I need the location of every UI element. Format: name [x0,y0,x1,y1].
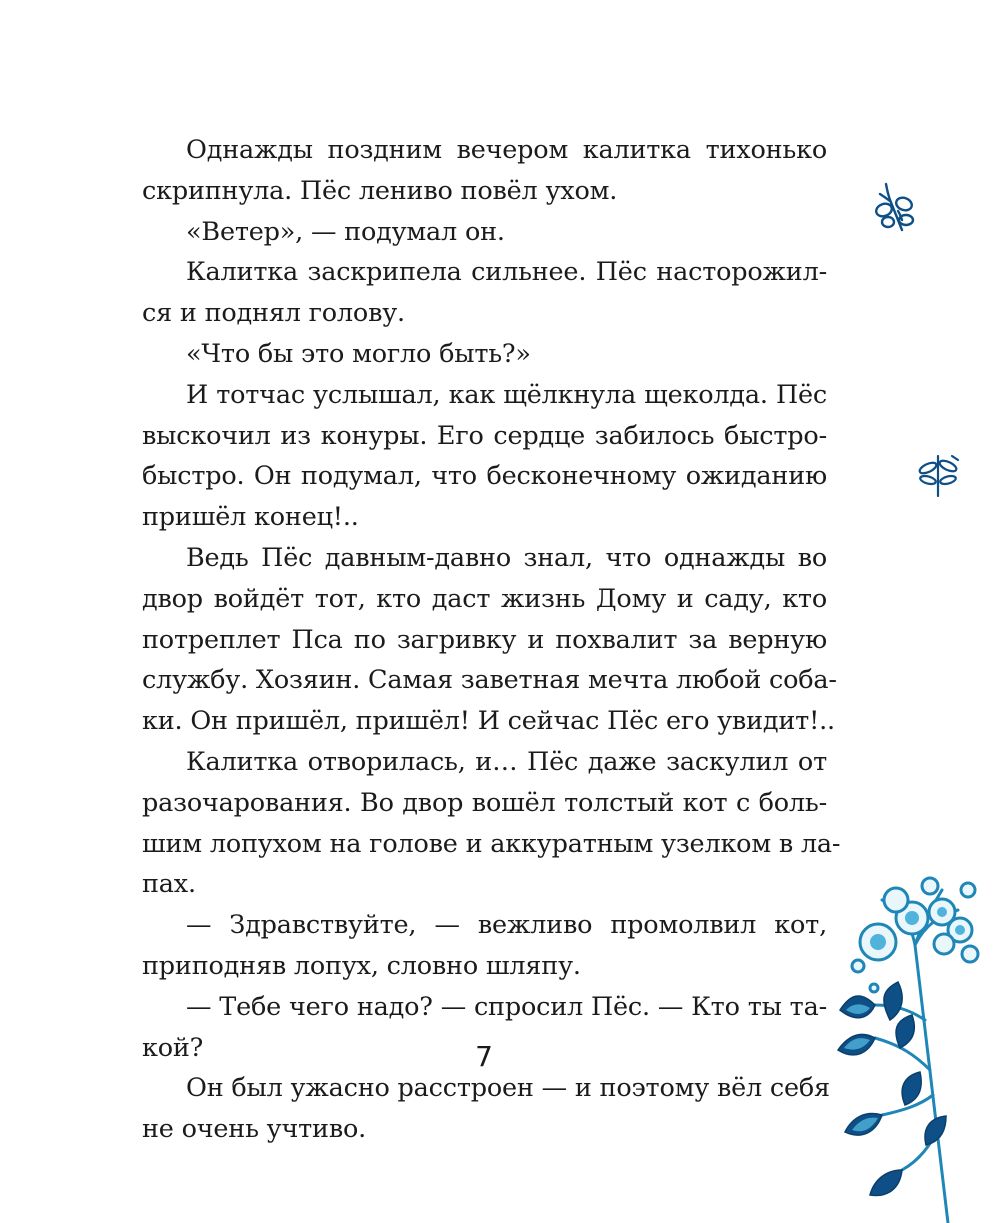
body-text [142,130,841,1150]
text-line: Он был ужасно расстроен — и поэтому вёл себя [186,1073,830,1104]
text-line: не очень учтиво. [142,1114,367,1145]
text-line: — Здравствуйте, — вежливо промолвил кот, [186,910,827,941]
dragonfly-icon [916,452,962,500]
flower-branch-icon [830,870,1000,1223]
text-line: Однажды поздним вечером калитка тихонько [186,135,827,165]
text-line: пришёл конец!.. [142,502,359,533]
butterfly-icon [868,180,922,240]
text-line: Ведь Пёс давным-давно знал, что однажды во [186,542,827,573]
text-line: «Ветер», — подумал он. [186,216,505,247]
text-line: И тотчас услышал, как щёлкнула щеколда. Пёс [186,379,827,410]
text-line: кой? [142,1032,204,1063]
text-line: ки. Он пришёл, пришёл! И сейчас Пёс его увидит!.. [142,706,835,737]
text-line: двор войдёт тот, кто даст жизнь Дому и саду, кто [142,583,827,614]
text-line: разочарования. Во двор вошёл толстый кот с боль- [142,787,827,818]
text-line: пах. [142,869,196,900]
text-line: выскочил из конуры. Его сердце забилось быстро- [142,420,827,451]
text-line: Калитка отворилась, и… Пёс даже заскулил от [186,746,827,777]
text-line: потреплет Пса по загривку и похвалит за верную [142,624,827,655]
text-line: шим лопухом на голове и аккуратным узелком в ла- [142,828,841,859]
page-number: 7 [475,1040,493,1073]
text-line: «Что бы это могло быть?» [186,338,531,369]
text-line: приподняв лопух, словно шляпу. [142,950,581,981]
text-line: скрипнула. Пёс лениво повёл ухом. [142,175,618,206]
text-line: службу. Хозяин. Самая заветная мечта любой соба- [142,665,837,696]
text-line: быстро. Он подумал, что бесконечному ожиданию [142,461,827,492]
text-line: Калитка заскрипела сильнее. Пёс насторожил- [186,257,827,288]
text-line: ся и поднял голову. [142,298,405,329]
text-line: — Тебе чего надо? — спросил Пёс. — Кто ты та- [186,991,827,1022]
